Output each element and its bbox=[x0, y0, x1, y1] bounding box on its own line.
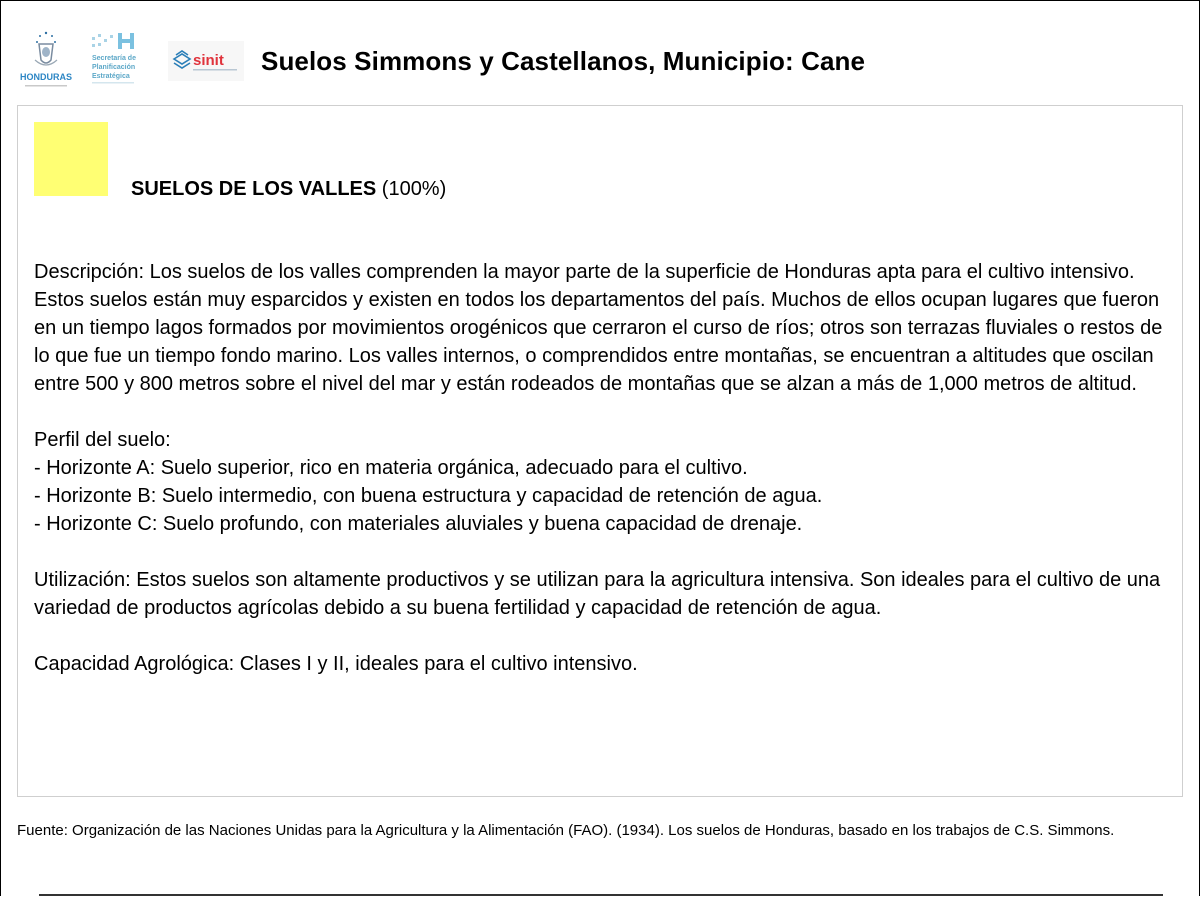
honduras-logo-text: HONDURAS bbox=[19, 72, 73, 82]
sinit-logo-text: sinit bbox=[193, 52, 224, 69]
utilization-paragraph: Utilización: Estos suelos son altamente productivos y se utilizan para la agricultura intensiva. Son ideales para el cultivo de una variedad de productos agrícolas debido a su buena fertilidad y capacidad de retención de agua. bbox=[34, 569, 1161, 619]
source-citation: Fuente: Organización de las Naciones Unidas para la Agricultura y la Alimentación (FAO). (1934). Los suelos de Honduras, basado en los trabajos de C.S. Simmons. bbox=[17, 822, 1115, 839]
soil-unit-heading bbox=[131, 178, 446, 201]
profile-item-horizon-c: - Horizonte C: Suelo profundo, con materiales aluviales y buena capacidad de drenaje. bbox=[34, 513, 803, 535]
profile-item-horizon-b: - Horizonte B: Suelo intermedio, con buena estructura y capacidad de retención de agua. bbox=[34, 485, 823, 507]
bottom-divider bbox=[39, 894, 1163, 896]
soil-description-body bbox=[34, 258, 1174, 706]
sinit-logo bbox=[168, 41, 244, 81]
profile-item-horizon-a: - Horizonte A: Suelo superior, rico en materia orgánica, adecuado para el cultivo. bbox=[34, 457, 748, 479]
capacity-paragraph: Capacidad Agrológica: Clases I y II, ideales para el cultivo intensivo. bbox=[34, 653, 638, 675]
spe-logo bbox=[90, 31, 152, 87]
honduras-logo bbox=[15, 30, 77, 90]
profile-heading: Perfil del suelo: bbox=[34, 429, 171, 451]
soil-unit-percent: (100%) bbox=[381, 178, 447, 200]
profile-section bbox=[34, 426, 1174, 538]
page-title: Suelos Simmons y Castellanos, Municipio: Cane bbox=[261, 46, 866, 76]
soil-unit-name: SUELOS DE LOS VALLES bbox=[131, 178, 377, 200]
legend-color-swatch bbox=[34, 122, 108, 196]
report-header bbox=[1, 1, 1199, 101]
spe-logo-line3: Estratégica bbox=[92, 73, 130, 80]
spe-logo-line2: Planificación bbox=[92, 64, 136, 71]
description-paragraph: Descripción: Los suelos de los valles comprenden la mayor parte de la superficie de Honduras apta para el cultivo intensivo. Estos suelos están muy esparcidos y existen en todos los departamentos del país. Muchos de ellos ocupan lugares que fueron en un tiempo lagos formados por movimientos orogénicos que cerraron el curso de ríos; otros son terrazas fluviales o restos de lo que fue un tiempo fondo marino. Los valles internos, o comprendidos entre montañas, se encuentran a altitudes que oscilan entre 500 y 800 metros sobre el nivel del mar y están rodeados de montañas que se alzan a más de 1,000 metros de altitud. bbox=[34, 261, 1163, 395]
soil-unit-panel bbox=[17, 105, 1183, 797]
spe-logo-line1: Secretaría de bbox=[92, 55, 136, 62]
